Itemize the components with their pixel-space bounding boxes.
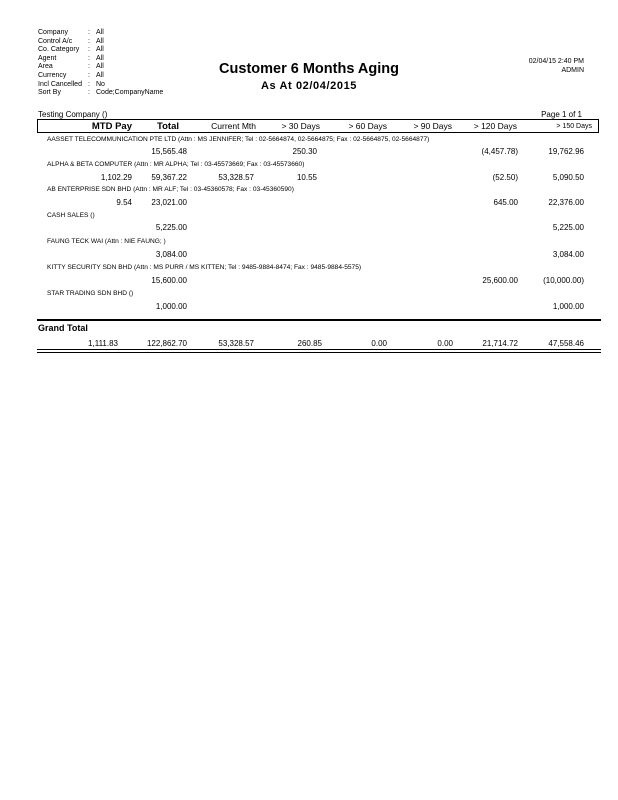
cell-150-days: 5,225.00 (552, 223, 584, 232)
grand-total-rule-2 (37, 352, 601, 353)
grand-total-rule-1 (37, 349, 601, 350)
filter-row: Agent : All (38, 54, 104, 62)
cell-120-days: 25,600.00 (482, 276, 518, 285)
cell-current-mth: 53,328.57 (218, 173, 254, 182)
col-150-days: > 150 Days (556, 122, 592, 130)
col-120-days: > 120 Days (473, 121, 517, 131)
col-30-days: > 30 Days (281, 121, 320, 131)
cell-30-days: 10.55 (296, 173, 317, 182)
cell-total: 15,565.48 (151, 147, 187, 156)
cell-150-days: 5,090.50 (552, 173, 584, 182)
grand-total-30-days: 260.85 (297, 339, 322, 348)
col-90-days: > 90 Days (413, 121, 452, 131)
cell-total: 3,084.00 (155, 250, 187, 259)
filter-row: Control A/c : All (38, 37, 104, 45)
grand-total-total: 122,862.70 (146, 339, 187, 348)
cell-120-days: 645.00 (493, 198, 518, 207)
print-datetime: 02/04/15 2:40 PM (528, 58, 584, 65)
filter-row: Incl Cancelled : No (38, 80, 105, 88)
company-name: Testing Company () (38, 110, 108, 119)
report-subtitle: As At 02/04/2015 (260, 80, 358, 92)
print-stamp (529, 57, 584, 75)
customer-name: KITTY SECURITY SDN BHD (Attn : MS PURR / MS KITTEN; Tel : 9485-9884-8474; Fax : 9485-9884-5575) (47, 264, 362, 271)
grand-total-label: Grand Total (38, 323, 88, 333)
filter-row: Co. Category : All (38, 46, 104, 54)
cell-total: 15,600.00 (151, 276, 187, 285)
customer-name: ALPHA & BETA COMPUTER (Attn : MR ALPHA; Tel : 03-45573669; Fax : 03-45573660) (47, 161, 305, 168)
cell-150-days: 1,000.00 (552, 302, 584, 311)
col-total: Total (157, 120, 179, 132)
print-user: ADMIN (561, 67, 584, 74)
cell-total: 23,021.00 (151, 198, 187, 207)
page-number: Page 1 of 1 (541, 110, 582, 119)
cell-30-days: 250.30 (292, 147, 317, 156)
grand-total-current-mth: 53,328.57 (218, 339, 254, 348)
cell-total: 1,000.00 (155, 302, 187, 311)
cell-120-days: (52.50) (492, 173, 518, 182)
cell-mtd-pay: 9.54 (116, 198, 132, 207)
report-title: Customer 6 Months Aging (219, 61, 399, 77)
grand-total-150-days: 47,558.46 (548, 339, 584, 348)
cell-120-days: (4,457.78) (481, 147, 518, 156)
cell-150-days: (10,000.00) (543, 276, 584, 285)
cell-total: 59,367.22 (151, 173, 187, 182)
grand-total-mtd-pay: 1,111.83 (88, 339, 118, 348)
column-header (37, 119, 599, 133)
cell-150-days: 19,762.96 (548, 147, 584, 156)
customer-name: FAUNG TECK WAI (Attn : NIE FAUNG; ) (47, 238, 166, 245)
customer-name: STAR TRADING SDN BHD () (47, 290, 134, 297)
cell-150-days: 3,084.00 (552, 250, 584, 259)
col-60-days: > 60 Days (348, 121, 387, 131)
cell-mtd-pay: 1,102.29 (100, 173, 132, 182)
filter-row: Company : All (38, 29, 104, 36)
grand-total-90-days: 0.00 (437, 339, 453, 348)
filter-row: Area : All (38, 63, 104, 71)
col-current-mth: Current Mth (211, 121, 256, 131)
customer-name: CASH SALES () (47, 212, 95, 219)
customer-name: AASSET TELECOMMUNICATION PTE LTD (Attn : MS JENNIFER; Tel : 02-5664874, 02-5664875; Fax : 02-5664875, 02-5664877) (47, 136, 430, 143)
customer-name: AB ENTERPRISE SDN BHD (Attn : MR ALF; Tel : 03-45360578; Fax : 03-45360590) (47, 186, 294, 193)
filter-row: Sort By : Code;CompanyName (38, 89, 164, 97)
grand-total-120-days: 21,714.72 (482, 339, 518, 348)
cell-total: 5,225.00 (155, 223, 187, 232)
col-mtd-pay: MTD Pay (91, 120, 132, 132)
cell-150-days: 22,376.00 (548, 198, 584, 207)
grand-total-top-rule (37, 319, 601, 321)
grand-total-60-days: 0.00 (371, 339, 387, 348)
filter-row: Currency : All (38, 71, 104, 79)
